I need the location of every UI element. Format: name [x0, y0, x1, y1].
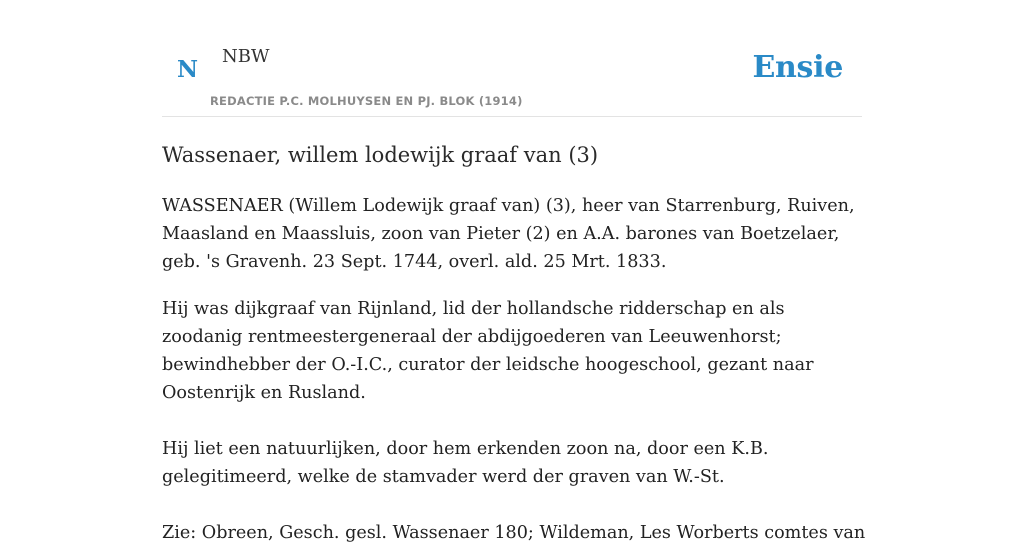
- article-paragraph: Zie: Obreen, Gesch. gesl. Wassenaer 180; Wildeman, Les Worberts comtes van: [162, 523, 866, 543]
- article-paragraph: Hij was dijkgraaf van Rijnland, lid der hollandsche ridderschap en als zoodanig rentmeestergeneraal der abdijgoederen van Leeuwenhorst; bewindhebber der O.-I.C., curator der leidsche hoogeschool, gezant naar Oostenrijk en Rusland.: [162, 299, 814, 403]
- source-logo[interactable]: N: [177, 56, 199, 83]
- header: [162, 0, 862, 117]
- article: [162, 138, 867, 547]
- source-editors: REDACTIE P.C. MOLHUYSEN EN PJ. BLOK (1914): [210, 94, 523, 108]
- source-name[interactable]: NBW: [222, 46, 270, 67]
- article-paragraph: Hij liet een natuurlijken, door hem erkenden zoon na, door een K.B. gelegitimeerd, welke de stamvader werd der graven van W.-St.: [162, 439, 769, 487]
- brand-logo[interactable]: Ensie: [752, 50, 843, 85]
- article-title: Wassenaer, willem lodewijk graaf van (3): [162, 143, 599, 167]
- article-paragraph: WASSENAER (Willem Lodewijk graaf van) (3), heer van Starrenburg, Ruiven, Maasland en Maassluis, zoon van Pieter (2) en A.A. barones van Boetzelaer, geb. 's Gravenh. 23 Sept. 1744, overl. ald. 25 Mrt. 1833.: [162, 196, 855, 272]
